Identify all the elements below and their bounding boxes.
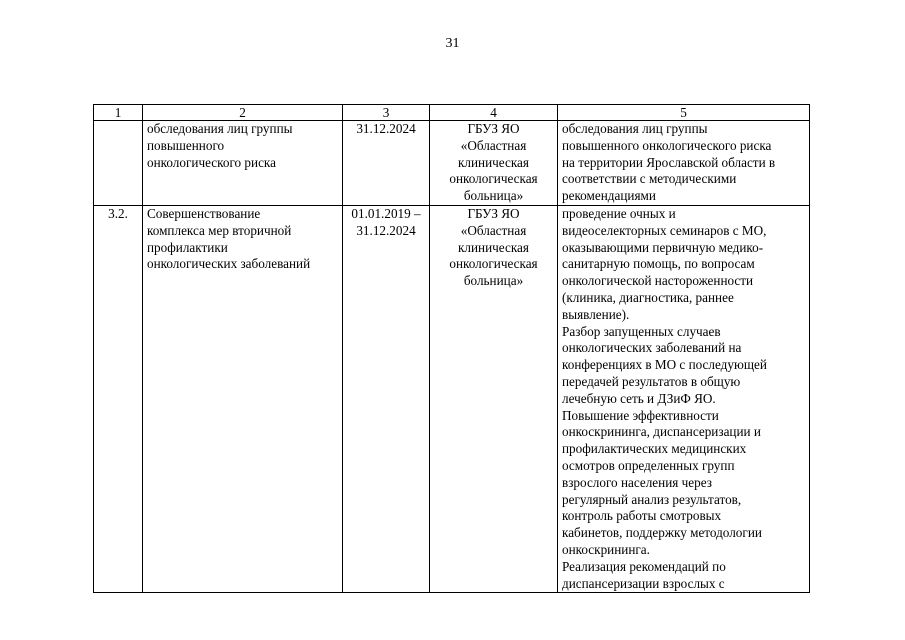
executor-cell-line: онкологическая	[449, 256, 538, 272]
result-cell-line: оказывающими первичную медико-	[562, 239, 764, 255]
event-cell-line: Совершенствование	[147, 205, 261, 221]
header-cell-5: 5	[558, 105, 810, 121]
event-cell-line: онкологических заболеваний	[147, 256, 311, 272]
table-header-row	[94, 105, 810, 121]
executor-cell-line: больница»	[463, 188, 524, 204]
result-cell-line: онкоскрининга.	[562, 541, 650, 557]
executor-cell	[430, 205, 558, 592]
header-cell-1: 1	[94, 105, 143, 121]
executor-cell-line: клиническая	[458, 154, 529, 170]
executor-cell-line: ГБУЗ ЯО	[467, 205, 520, 221]
event-cell	[143, 205, 343, 592]
row-number-cell	[94, 121, 143, 206]
event-cell-line: онкологического риска	[147, 154, 276, 170]
executor-cell-line: больница»	[463, 273, 524, 289]
result-cell-line: онкоскрининга, диспансеризации и	[562, 424, 761, 440]
executor-cell-line: «Областная	[460, 222, 527, 238]
header-cell-4: 4	[430, 105, 558, 121]
executor-cell	[430, 121, 558, 206]
result-cell-line: диспансеризации взрослых с	[562, 575, 725, 591]
result-cell-line: онкологической настороженности	[562, 273, 754, 289]
executor-cell-line: онкологическая	[449, 171, 538, 187]
table-row	[94, 121, 810, 206]
result-cell-line: Повышение эффективности	[562, 407, 719, 423]
result-cell-line: регулярный анализ результатов,	[562, 491, 742, 507]
result-cell	[558, 205, 810, 592]
page-number: 31	[445, 36, 460, 51]
result-cell-line: санитарную помощь, по вопросам	[562, 256, 755, 272]
result-cell-line: (клиника, диагностика, раннее	[562, 289, 734, 305]
result-cell-line: конференциях в МО с последующей	[562, 357, 767, 373]
result-cell-line: осмотров определенных групп	[562, 457, 735, 473]
header-cell-3: 3	[343, 105, 430, 121]
result-cell-line: лечебную сеть и ДЗиФ ЯО.	[562, 390, 716, 406]
result-cell-line: обследования лиц группы	[562, 121, 708, 136]
result-cell-line: онкологических заболеваний на	[562, 340, 742, 356]
deadline-cell	[343, 205, 430, 592]
result-cell-line: видеоселекторных семинаров с МО,	[562, 222, 767, 238]
row-number-cell: 3.2.	[94, 205, 143, 592]
result-cell-line: Реализация рекомендаций по	[562, 558, 726, 574]
result-cell-line: передачей результатов в общую	[562, 373, 741, 389]
event-cell-line: комплекса мер вторичной	[147, 222, 292, 238]
activities-table	[93, 104, 810, 593]
event-cell	[143, 121, 343, 206]
result-cell-line: Разбор запущенных случаев	[562, 323, 721, 339]
result-cell-line: контроль работы смотровых	[562, 508, 722, 524]
result-cell-line: взрослого населения через	[562, 474, 712, 490]
result-cell	[558, 121, 810, 206]
result-cell-line: проведение очных и	[562, 205, 676, 221]
executor-cell-line: «Областная	[460, 137, 527, 153]
header-cell-2: 2	[143, 105, 343, 121]
deadline-cell-line: 31.12.2024	[356, 222, 416, 238]
table-row	[94, 205, 810, 592]
result-cell-line: повышенного онкологического риска	[562, 137, 772, 153]
event-cell-line: обследования лиц группы	[147, 121, 293, 136]
event-cell-line: повышенного	[147, 137, 225, 153]
result-cell-line: кабинетов, поддержку методологии	[562, 525, 762, 541]
deadline-cell-line: 31.12.2024	[356, 121, 416, 136]
result-cell-line: на территории Ярославской области в	[562, 154, 776, 170]
deadline-cell-line: 01.01.2019 –	[351, 205, 421, 221]
result-cell-line: выявление).	[562, 306, 630, 322]
event-cell-line: профилактики	[147, 239, 228, 255]
result-cell-line: соответствии с методическими	[562, 171, 737, 187]
executor-cell-line: ГБУЗ ЯО	[467, 121, 520, 136]
deadline-cell	[343, 121, 430, 206]
executor-cell-line: клиническая	[458, 239, 529, 255]
result-cell-line: рекомендациями	[562, 188, 656, 204]
result-cell-line: профилактических медицинских	[562, 441, 747, 457]
